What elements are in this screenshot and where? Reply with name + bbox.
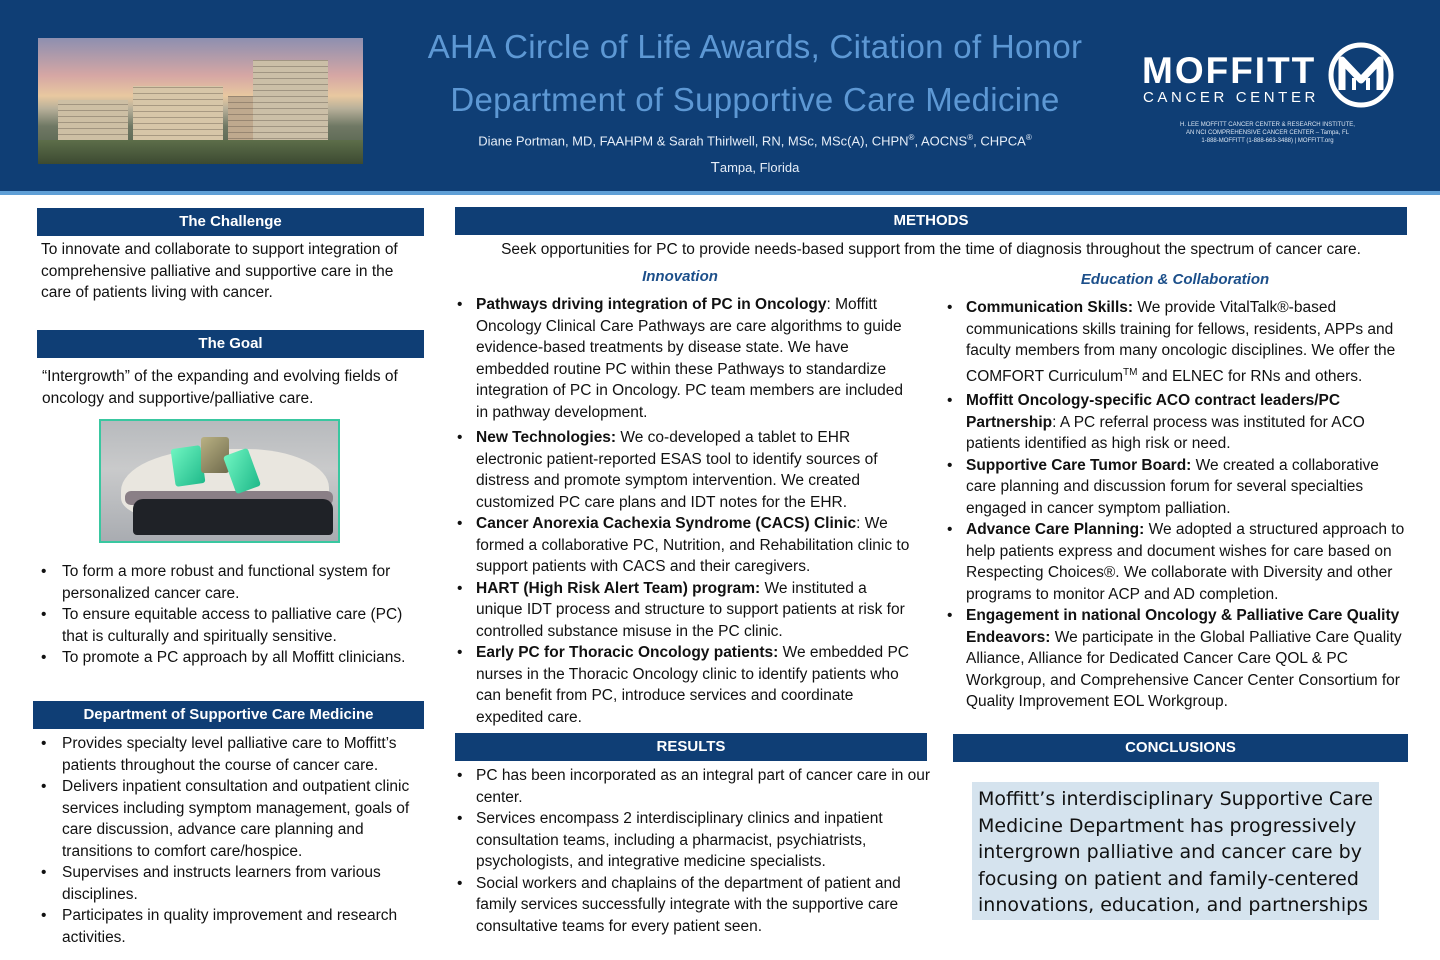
building-block <box>58 100 128 140</box>
moffitt-m-logo-icon <box>1328 42 1394 108</box>
list-item: • Social workers and chaplains of the department of patient and family services successfully integrate with the supportive care consultative teams for every patient seen. <box>455 873 933 938</box>
department-bullets <box>33 733 425 948</box>
list-item: • Services encompass 2 interdisciplinary clinics and inpatient consultation teams, including a pharmacist, psychiatrists, psychologists, and integrative medicine specialists. <box>455 808 933 873</box>
poster-header <box>0 0 1440 195</box>
list-item: • HART (High Risk Alert Team) program: We instituted a unique IDT process and structure to support patients at risk for controlled substance misuse in the PC clinic. <box>455 578 917 643</box>
building-block <box>133 86 223 141</box>
goal-heading: The Goal <box>37 330 424 358</box>
rock-base <box>133 499 333 535</box>
list-item: • Delivers inpatient consultation and outpatient clinic services including symptom management, goals of care discussion, advance care planning and transitions to comfort care/hospice. <box>37 776 425 862</box>
innovation-list <box>455 294 917 728</box>
list-item: • Early PC for Thoracic Oncology patients: We embedded PC nurses in the Thoracic Oncology clinic to identify patients who can benefit from PC, introduce services and coordinate expedited care. <box>455 642 917 728</box>
goal-bullets <box>37 561 425 669</box>
challenge-text: To innovate and collaborate to support integration of comprehensive palliative and supportive care in the care of patients living with cancer. <box>41 241 398 301</box>
results-heading: RESULTS <box>455 733 927 761</box>
poster-title-line2: Department of Supportive Care Medicine <box>450 81 1060 118</box>
list-item: • To form a more robust and functional system for personalized cancer care. <box>37 561 425 604</box>
list-item: • Supervises and instructs learners from various disciplines. <box>37 862 425 905</box>
challenge-heading: The Challenge <box>37 208 424 236</box>
results-list <box>455 765 933 937</box>
list-item: • Cancer Anorexia Cachexia Syndrome (CACS) Clinic: We formed a collaborative PC, Nutrition, and Rehabilitation clinic to support patients with CACS and their caregivers. <box>455 513 917 578</box>
list-item: • To ensure equitable access to palliative care (PC) that is culturally and spiritually sensitive. <box>37 604 425 647</box>
list-item: • Moffitt Oncology-specific ACO contract leaders/PC Partnership: A PC referral process was instituted for ACO patients identified as high risk or need. <box>945 390 1413 455</box>
list-item: • Participates in quality improvement and research activities. <box>37 905 425 948</box>
conclusions-heading: CONCLUSIONS <box>953 734 1408 762</box>
lawn <box>38 140 363 164</box>
mineral-crystal-photo <box>99 419 340 543</box>
location: Tampa, Florida <box>710 159 800 176</box>
list-item: • Provides specialty level palliative care to Moffitt’s patients throughout the course of cancer care. <box>37 733 425 776</box>
building-block <box>253 60 328 144</box>
conclusions-text: Moffitt’s interdisciplinary Supportive Care Medicine Department has progressively intergrown palliative and cancer care by focusing on patient and family-centered innovations, education, and partnerships <box>972 782 1379 920</box>
methods-heading: METHODS <box>455 207 1407 235</box>
list-item: • Advance Care Planning: We adopted a structured approach to help patients express and document wishes for care based on Respecting Choices®. We collaborate with Diversity and other programs to monitor ACP and AD completion. <box>945 519 1413 605</box>
logo-wordmark: MOFFITT <box>1142 50 1317 91</box>
list-item: • Supportive Care Tumor Board: We created a collaborative care planning and discussion forum for several specialties engaged in cancer symptom palliation. <box>945 455 1413 520</box>
goal-text: “Intergrowth” of the expanding and evolving fields of oncology and supportive/palliative care. <box>42 368 398 407</box>
department-heading: Department of Supportive Care Medicine <box>33 701 424 729</box>
logo-subtitle: CANCER CENTER <box>1143 89 1319 106</box>
education-heading: Education & Collaboration <box>1080 271 1270 288</box>
list-item: • New Technologies: We co-developed a tablet to EHR electronic patient-reported ESAS tool to identify sources of distress and promote symptom intervention. We created customized PC care plans and IDT notes for the EHR. <box>455 427 917 513</box>
building-photo <box>38 38 363 164</box>
list-item: • PC has been incorporated as an integral part of cancer care in our center. <box>455 765 933 808</box>
list-item: • Communication Skills: We provide VitalTalk®-based communications skills training for fellows, residents, APPs and faculty members from many oncologic disciplines. We offer the COMFORT Curriculum™ and ELNEC for RNs and others. <box>945 297 1413 387</box>
poster-title-line1: AHA Circle of Life Awards, Citation of Honor <box>427 28 1083 65</box>
list-item: • Engagement in national Oncology & Palliative Care Quality Endeavors: We participate in the Global Palliative Care Quality Alliance, Alliance for Dedicated Cancer Care QOL & PC Workgroup, and Comprehensive Cancer Center Consortium for Quality Improvement EOL Workgroup. <box>945 605 1413 713</box>
innovation-heading: Innovation <box>642 268 718 285</box>
authors: Diane Portman, MD, FAAHPM & Sarah Thirlwell, RN, MSc, MSc(A), CHPN®, AOCNS®, CHPCA® <box>478 133 1032 149</box>
logo-info: H. LEE MOFFITT CANCER CENTER & RESEARCH INSTITUTE, AN NCI COMPREHENSIVE CANCER CENTER – Tampa, FL 1-888-MOFFITT (1-888-663-3488) | MOFFITT.org <box>1180 122 1355 144</box>
education-list <box>945 297 1413 713</box>
list-item: • Pathways driving integration of PC in Oncology: Moffitt Oncology Clinical Care Pathways are care algorithms to guide evidence-based treatments by disease state. We have embedded routine PC within these Pathways to standardize integration of PC in Oncology. PC team members are included in pathway development. <box>455 294 917 423</box>
methods-intro: Seek opportunities for PC to provide needs-based support from the time of diagnosis throughout the spectrum of cancer care. <box>501 241 1361 258</box>
list-item: • To promote a PC approach by all Moffitt clinicians. <box>37 647 425 669</box>
